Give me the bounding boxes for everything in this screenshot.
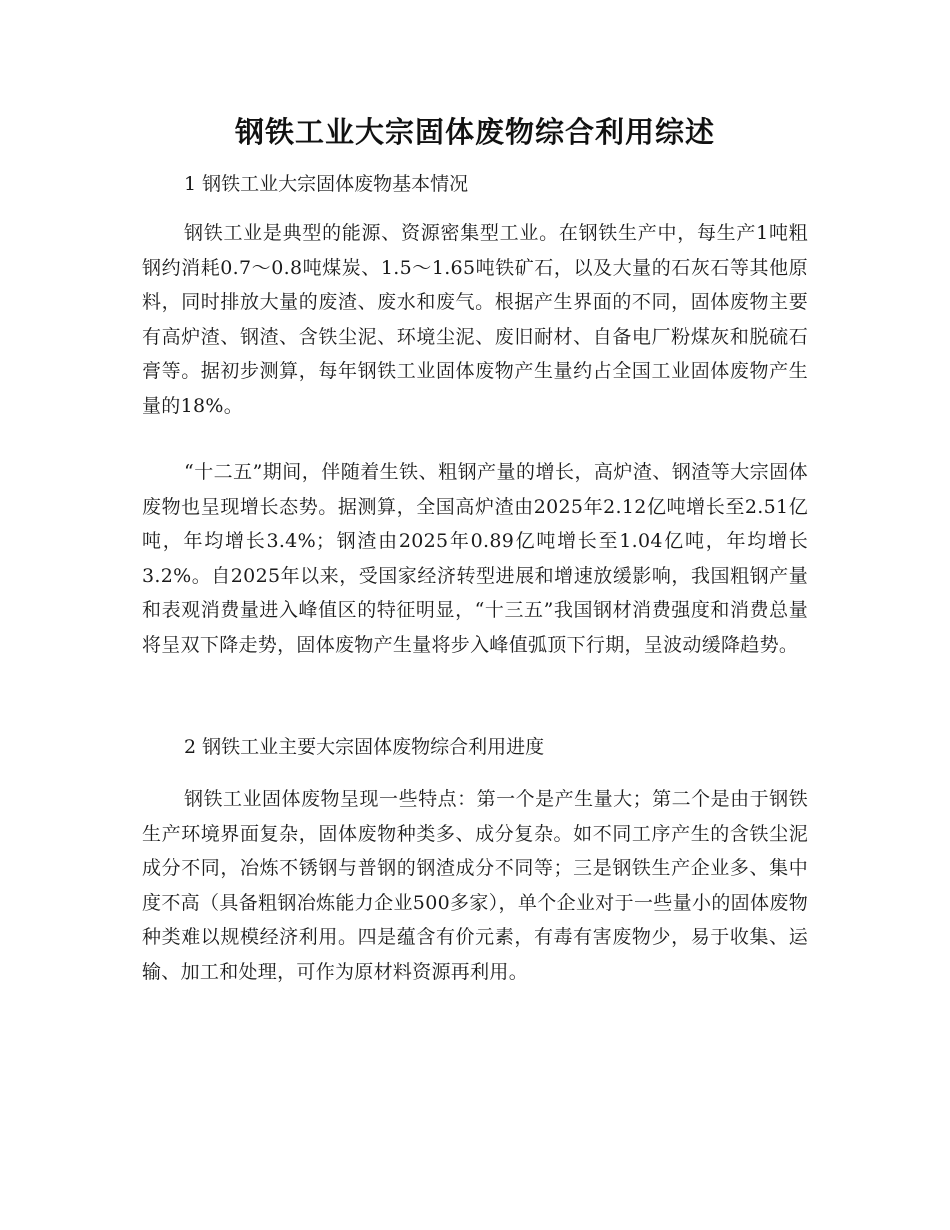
paragraph-1: 钢铁工业是典型的能源、资源密集型工业。在钢铁生产中，每生产1吨粗钢约消耗0.7～0.8吨煤炭、1.5～1.65吨铁矿石，以及大量的石灰石等其他原料，同时排放大量的废渣、废水和废气。根据产生界面的不同，固体废物主要有高炉渣、钢渣、含铁尘泥、环境尘泥、废旧耐材、自备电厂粉煤灰和脱硫石膏等。据初步测算，每年钢铁工业固体废物产生量约占全国工业固体废物产生量的18%。	[142, 222, 808, 417]
document-title: 钢铁工业大宗固体废物综合利用综述	[234, 115, 715, 149]
paragraph-2: “十二五”期间，伴随着生铁、粗钢产量的增长，高炉渣、钢渣等大宗固体废物也呈现增长态势。据测算，全国高炉渣由2025年2.12亿吨增长至2.51亿吨，年均增长3.4%；钢渣由2025年0.89亿吨增长至1.04亿吨，年均增长3.2%。自2025年以来，受国家经济转型进展和增速放缓影响，我国粗钢产量和表观消费量进入峰值区的特征明显，“十三五”我国钢材消费强度和消费总量将呈双下降走势，固体废物产生量将步入峰值弧顶下行期，呈波动缓降趋势。	[142, 461, 808, 656]
paragraph-3: 钢铁工业固体废物呈现一些特点：第一个是产生量大；第二个是由于钢铁生产环境界面复杂，固体废物种类多、成分复杂。如不同工序产生的含铁尘泥成分不同，冶炼不锈钢与普钢的钢渣成分不同等；三是钢铁生产企业多、集中度不高（具备粗钢冶炼能力企业500多家），单个企业对于一些量小的固体废物种类难以规模经济利用。四是蕴含有价元素，有毒有害废物少，易于收集、运输、加工和处理，可作为原材料资源再利用。	[142, 788, 808, 983]
section-heading-1: 1 钢铁工业大宗固体废物基本情况	[184, 173, 469, 195]
section-heading-2: 2 钢铁工业主要大宗固体废物综合利用进度	[184, 736, 545, 758]
